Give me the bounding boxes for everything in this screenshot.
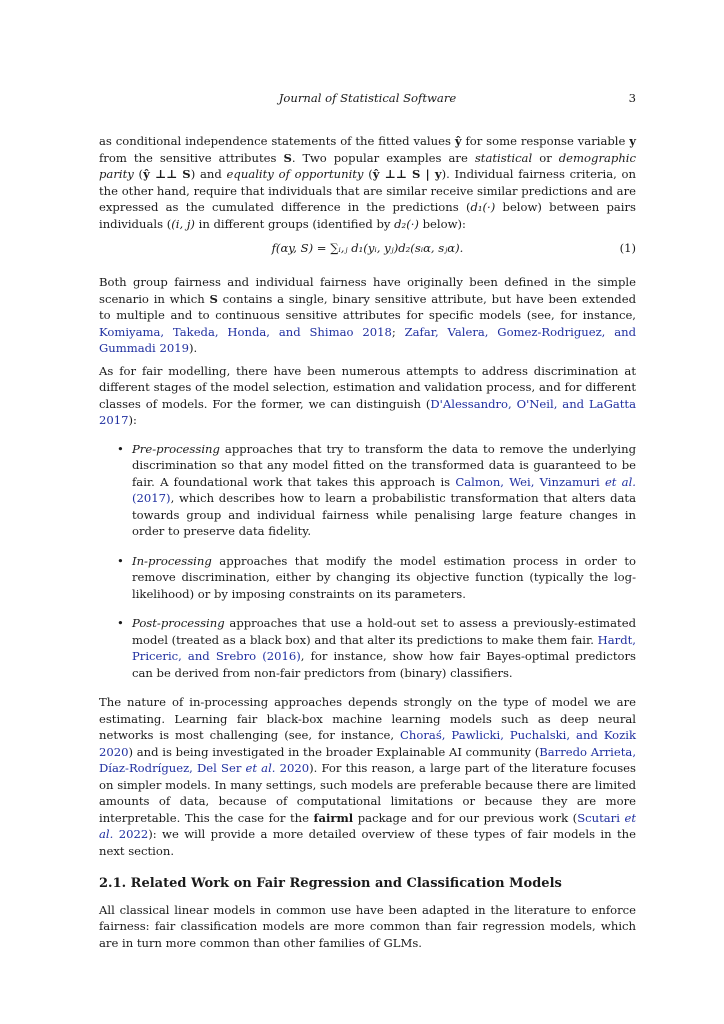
citation-link-year[interactable]: 2022	[113, 827, 149, 841]
math-y: y	[629, 134, 637, 148]
text: approaches that use a hold-out set to assess a previously-estimated model (treated as a black box) and that alter its predictions to make them fair.	[132, 616, 636, 647]
text: ). For this reason, a large part of the literature focuses on simpler models. In many settings, such models are preferable because there are limited amounts of data, because of computational limitations or because they are more interpretable. This the case for the	[99, 761, 636, 825]
citation-link[interactable]: Zafar, Valera, Gomez-Rodriguez, and Gummadi 2019	[99, 324, 636, 355]
citation-link[interactable]: Scutari	[577, 810, 625, 825]
math-conditional-independence: ŷ ⊥⊥ S | y	[372, 167, 442, 181]
text: Both group fairness and individual fairness have originally been defined in the simple scenario in which	[99, 275, 636, 306]
text: or	[532, 150, 559, 165]
text: (	[133, 167, 144, 181]
section-heading: 2.1. Related Work on Fair Regression and Classification Models	[99, 876, 562, 891]
text: below) between pairs individuals (	[99, 200, 636, 231]
math-s: S	[283, 150, 292, 165]
term: In-processing	[132, 553, 212, 568]
citation-link-etal[interactable]: et al.	[245, 761, 276, 775]
text: ) and	[190, 167, 227, 181]
text: ). Individual fairness criteria, on the other hand, require that individuals that are similar receive similar predictions and are expressed as the cumulated difference in the predictions (	[99, 167, 636, 214]
text: in different groups (identified by	[194, 216, 395, 231]
text: ) and is being investigated in the broader Explainable AI community (	[128, 744, 540, 759]
text: ;	[391, 324, 405, 339]
journal-title: Journal of Statistical Software	[278, 91, 457, 105]
page-body	[99, 133, 636, 951]
citation-link-etal[interactable]: et al.	[99, 810, 636, 841]
text: (	[363, 167, 373, 181]
emph-demographic-parity: demographic parity	[99, 150, 636, 181]
paragraph-fairness-definitions	[99, 133, 636, 232]
text: ):	[128, 413, 137, 427]
text: All classical linear models in common use have been adapted in the literature to enforce fairness: fair classification models are more common than fair regression models, which are in turn more common than other families of GLMs.	[99, 902, 636, 950]
paragraph-linear-models	[99, 902, 636, 952]
equation-formula: f(αy, S) = ∑ᵢ,ⱼ d₁(yᵢ, yⱼ)d₂(sᵢα, sⱼα).	[271, 241, 464, 255]
paragraph-in-processing-nature	[99, 694, 636, 859]
citation-link-year[interactable]: 2020	[275, 761, 310, 775]
running-header	[99, 90, 636, 108]
math-d1: d₁(·)	[470, 200, 496, 214]
equation-1	[99, 240, 636, 266]
page-number: 3	[628, 91, 636, 105]
math-ij: (i, j)	[171, 216, 195, 231]
math-independence: ŷ ⊥⊥ S	[143, 167, 191, 181]
text: from the sensitive attributes	[99, 150, 284, 165]
text: contains a single, binary sensitive attribute, but have been extended to multiple and to continuous sensitive attributes for specific models (see, for instance,	[99, 291, 636, 322]
text: As for fair modelling, there have been numerous attempts to address discrimination at different stages of the model selection, estimation and validation process, and for different classes of models. For the former, we can distinguish (	[99, 363, 636, 411]
math-s: S	[209, 291, 218, 306]
text: , for instance, show how fair Bayes-optimal predictors can be derived from non-fair predictors from (binary) classifiers.	[132, 649, 636, 680]
math-yhat: ŷ	[454, 134, 462, 148]
text: . Two popular examples are	[291, 150, 475, 165]
text: as conditional independence statements of the fitted values	[99, 134, 455, 148]
math-d2: d₂(·)	[394, 216, 419, 231]
text: ).	[188, 341, 198, 355]
bullet-icon: •	[117, 616, 124, 630]
package-name: fairml	[313, 810, 354, 825]
text: The nature of in-processing approaches depends strongly on the type of model we are estimating. Learning fair black-box machine learning models such as deep neural networks is most challenging (see, for instance,	[99, 695, 636, 742]
term: Post-processing	[132, 616, 225, 630]
citation-link[interactable]: D'Alessandro, O'Neil, and LaGatta 2017	[99, 396, 636, 427]
list-item-in-processing	[99, 553, 636, 603]
list-item-post-processing	[99, 615, 636, 681]
text: ): we will provide a more detailed overview of these types of fair models in the next section.	[99, 827, 636, 858]
bullet-icon: •	[117, 553, 124, 568]
text: , which describes how to learn a probabilistic transformation that alters data towards group and individual fairness while penalising large feature changes in order to preserve data fidelity.	[132, 491, 636, 538]
text: approaches that try to transform the data to remove the underlying discrimination so that any model fitted on the transformed data is guaranteed to be fair. A foundational work that takes this approach is	[132, 441, 636, 489]
citation-link-etal[interactable]: et al.	[604, 474, 636, 489]
citation-link[interactable]: Choraś, Pawlicki, Puchalski, and Kozik 2020	[99, 728, 637, 759]
approaches-list	[99, 441, 636, 682]
text: approaches that modify the model estimation process in order to remove discrimination, either by changing its objective function (typically the log-likelihood) or by imposing constraints on its parameters.	[132, 553, 636, 601]
equation-number: (1)	[619, 241, 636, 255]
list-item-pre-processing	[99, 441, 636, 540]
text: package and for our previous work (	[353, 810, 578, 825]
emph-equality-of-opportunity: equality of opportunity	[226, 167, 364, 181]
text: below):	[418, 216, 466, 231]
paragraph-fair-modelling	[99, 363, 636, 429]
bullet-icon: •	[117, 441, 124, 456]
paragraph-group-individual-fairness	[99, 274, 636, 357]
citation-link[interactable]: Barredo Arrieta, Díaz-Rodríguez, Del Ser	[99, 744, 636, 775]
emph-statistical: statistical	[474, 150, 533, 165]
text: for some response variable	[461, 134, 630, 148]
citation-link[interactable]: Hardt, Priceric, and Srebro (2016)	[132, 632, 636, 663]
citation-link[interactable]: Komiyama, Takeda, Honda, and Shimao 2018	[99, 324, 392, 339]
term: Pre-processing	[132, 441, 220, 456]
citation-link-year[interactable]: (2017)	[132, 491, 171, 505]
citation-link[interactable]: Calmon, Wei, Vinzamuri	[455, 474, 605, 489]
